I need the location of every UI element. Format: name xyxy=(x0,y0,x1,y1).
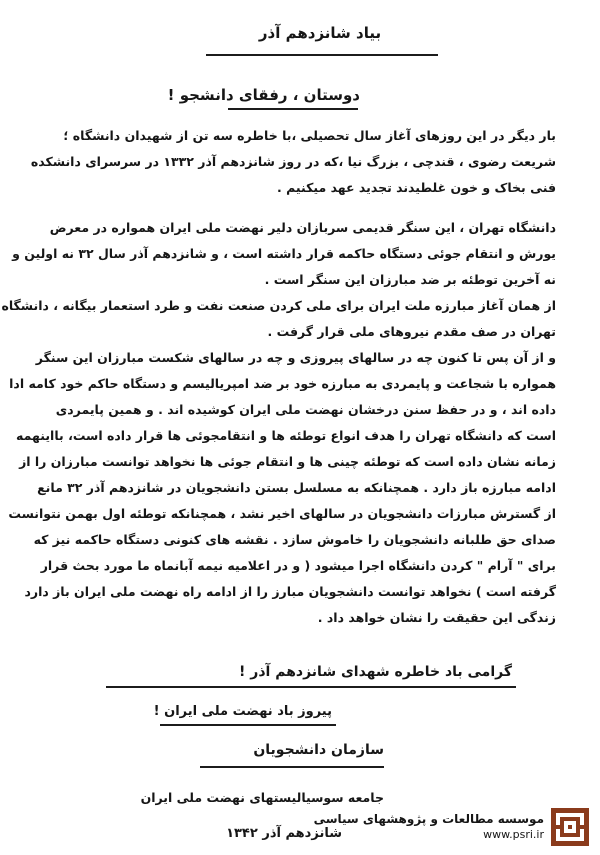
body-line: همواره با شجاعت و پایمردی به مبارزه خود بر ضد امپریالیسم و دستگاه حاکم خود کامه ادا xyxy=(9,376,556,391)
body-line: نه آخرین توطئه بر ضد مبارزان این سنگر است . xyxy=(264,272,556,287)
slogan: پیروز باد نهضت ملی ایران ! xyxy=(153,704,332,719)
document-date: شانزدهم آذر ۱۳۴۲ xyxy=(226,826,342,841)
greeting: دوستان ، رفقای دانشجو ! xyxy=(167,86,360,104)
body-line: ادامه مبارزه باز دارد . همچنانکه به مسلسل بستن دانشجویان در شانزدهم آذر ۳۲ مانع xyxy=(37,480,556,495)
body-line: گرفته است ) نخواهد توانست دانشجویان مبارز را از ادامه راه نهضت ملی ایران باز دارد xyxy=(24,584,556,599)
body-line: برای " آرام " کردن دانشگاه اجرا میشود ( و در اعلامیه نیمه آبانماه ما مورد بحث قرار xyxy=(40,558,556,573)
watermark-title: موسسه مطالعات و پژوهشهای سیاسی xyxy=(313,812,544,826)
institute-logo-icon xyxy=(550,807,590,847)
watermark-url: www.psri.ir xyxy=(483,828,544,841)
body-line: داده اند ، و در حفظ سنن درخشان نهضت ملی ایران کوشیده اند . و همین پایمردی xyxy=(55,402,556,417)
organization-name: سازمان دانشجویان xyxy=(253,742,384,758)
org-rule xyxy=(200,766,384,768)
slogan-rule xyxy=(160,724,336,726)
body-line: از همان آغاز مبارزه ملت ایران برای ملی کردن صنعت نفت و طرد استعمار بیگانه ، دانشگاه xyxy=(1,298,556,313)
body-line: از گسترش مبارزات دانشجویان در سالهای اخیر نشد ، همچنانکه توطئه اول بهمن نتوانست xyxy=(8,506,556,521)
body-line: صدای حق طلبانه دانشجویان را خاموش سازد . نقشه های کنونی دستگاه حاکمه نیز که xyxy=(33,532,556,547)
title-rule xyxy=(206,54,438,56)
body-line: زمانه نشان داده است که توطئه چینی ها و انتقام جوئی ها نخواهد توانست مبارزان را از xyxy=(19,454,556,469)
watermark xyxy=(314,807,590,847)
body-line: بار دیگر در این روزهای آغاز سال تحصیلی ،با خاطره سه تن از شهیدان دانشگاه ؛ xyxy=(63,128,556,143)
body-line: یورش و انتقام جوئی دستگاه حاکمه قرار داشته است ، و شانزدهم آذر سال ۳۲ نه اولین و xyxy=(12,246,556,261)
body-line: زندگی این حقیقت را نشان خواهد داد . xyxy=(317,610,556,625)
closing-line: گرامی باد خاطره شهدای شانزدهم آذر ! xyxy=(239,664,512,680)
closing-rule xyxy=(106,686,516,688)
document-title: بیاد شانزدهم آذر xyxy=(258,24,382,42)
body-line: شریعت رضوی ، قندچی ، بزرگ نیا ،که در روز شانزدهم آذر ۱۳۳۲ در سرسرای دانشکده xyxy=(30,154,556,169)
watermark-text xyxy=(314,812,544,842)
body-line: فنی بخاک و خون غلطیدند تجدید عهد میکنیم . xyxy=(277,180,556,195)
body-line: تهران در صف مقدم نیروهای ملی قرار گرفت . xyxy=(267,324,556,339)
body-line: و از آن پس تا کنون چه در سالهای پیروزی و چه در سالهای شکست مبارزان این سنگر xyxy=(35,350,556,365)
body-line: دانشگاه تهران ، این سنگر قدیمی سربازان دلیر نهضت ملی ایران همواره در معرض xyxy=(49,220,556,235)
organization-subname: جامعه سوسیالیستهای نهضت ملی ایران xyxy=(140,790,384,805)
greeting-rule xyxy=(228,108,358,110)
body-line: است که دانشگاه تهران را هدف انواع توطئه ها و انتقامجوئی ها قرار داده است، بااینهمه xyxy=(16,428,556,443)
